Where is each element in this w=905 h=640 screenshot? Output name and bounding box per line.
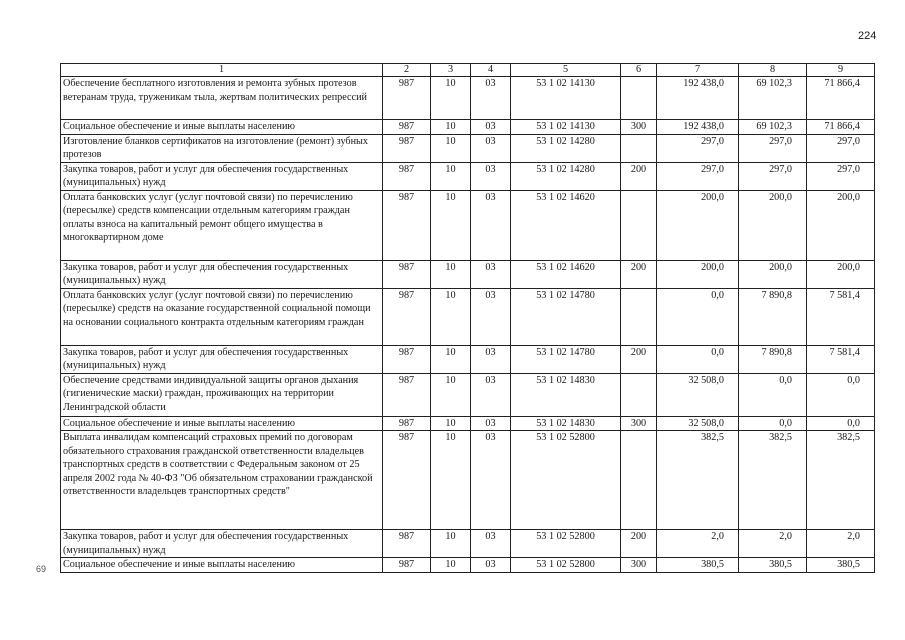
row-value-cell: 382,5	[657, 431, 739, 530]
row-value-cell: 10	[431, 530, 471, 558]
row-value-cell: 200,0	[739, 260, 807, 288]
row-name-cell: Выплата инвалидам компенсаций страховых премий по договорам обязательного страхования гражданской ответственности владельцев транспортных средств в соответствии с Федеральным законом от 25 апреля 2002 года № 40-ФЗ "Об обязательном страховании гражданской ответственности владельцев транспортных средств"	[61, 431, 383, 530]
row-value-cell: 192 438,0	[657, 77, 739, 120]
row-value-cell: 200,0	[807, 260, 875, 288]
row-value-cell: 03	[471, 288, 511, 345]
row-value-cell: 0,0	[807, 373, 875, 416]
row-value-cell: 03	[471, 120, 511, 135]
header-cell: 7	[657, 64, 739, 77]
page-number: 224	[858, 30, 877, 42]
row-value-cell: 297,0	[739, 162, 807, 190]
row-value-cell: 53 1 02 14780	[511, 345, 621, 373]
budget-table	[60, 63, 875, 573]
row-value-cell: 987	[383, 162, 431, 190]
row-value-cell: 987	[383, 120, 431, 135]
table-row	[61, 260, 875, 288]
row-value-cell: 10	[431, 134, 471, 162]
row-value-cell: 10	[431, 345, 471, 373]
margin-stamp-text: 69	[36, 564, 47, 574]
table-row	[61, 134, 875, 162]
table-header-row	[61, 64, 875, 77]
row-value-cell: 380,5	[807, 558, 875, 573]
row-value-cell: 03	[471, 162, 511, 190]
table-row	[61, 190, 875, 260]
row-value-cell: 10	[431, 260, 471, 288]
row-value-cell: 10	[431, 120, 471, 135]
row-value-cell: 0,0	[807, 416, 875, 431]
row-value-cell: 03	[471, 558, 511, 573]
row-name-cell: Социальное обеспечение и иные выплаты населению	[61, 416, 383, 431]
row-value-cell: 03	[471, 431, 511, 530]
header-cell: 2	[383, 64, 431, 77]
row-value-cell: 200	[621, 162, 657, 190]
row-name-cell: Закупка товаров, работ и услуг для обеспечения государственных (муниципальных) нужд	[61, 530, 383, 558]
row-value-cell: 03	[471, 530, 511, 558]
row-value-cell: 987	[383, 77, 431, 120]
row-value-cell: 53 1 02 14620	[511, 190, 621, 260]
row-value-cell: 53 1 02 14830	[511, 416, 621, 431]
row-name-cell: Социальное обеспечение и иные выплаты населению	[61, 558, 383, 573]
row-name-cell: Закупка товаров, работ и услуг для обеспечения государственных (муниципальных) нужд	[61, 345, 383, 373]
row-value-cell	[621, 77, 657, 120]
row-value-cell: 53 1 02 52800	[511, 530, 621, 558]
table-row	[61, 77, 875, 120]
row-value-cell: 03	[471, 134, 511, 162]
row-value-cell: 10	[431, 77, 471, 120]
row-value-cell: 987	[383, 558, 431, 573]
row-value-cell: 987	[383, 134, 431, 162]
row-value-cell: 03	[471, 77, 511, 120]
row-value-cell: 297,0	[739, 134, 807, 162]
header-cell: 8	[739, 64, 807, 77]
row-value-cell: 0,0	[739, 373, 807, 416]
row-value-cell: 297,0	[807, 162, 875, 190]
header-cell: 9	[807, 64, 875, 77]
row-value-cell: 53 1 02 14130	[511, 120, 621, 135]
row-value-cell: 0,0	[739, 416, 807, 431]
row-value-cell: 987	[383, 416, 431, 431]
row-value-cell: 200	[621, 345, 657, 373]
row-value-cell: 53 1 02 52800	[511, 558, 621, 573]
row-value-cell: 03	[471, 416, 511, 431]
row-value-cell: 200	[621, 260, 657, 288]
row-value-cell	[621, 288, 657, 345]
row-value-cell: 0,0	[657, 345, 739, 373]
row-value-cell: 10	[431, 373, 471, 416]
header-cell: 5	[511, 64, 621, 77]
row-value-cell: 7 890,8	[739, 345, 807, 373]
row-value-cell: 10	[431, 416, 471, 431]
row-value-cell: 10	[431, 190, 471, 260]
table-row	[61, 120, 875, 135]
row-value-cell: 192 438,0	[657, 120, 739, 135]
row-value-cell: 200,0	[739, 190, 807, 260]
row-value-cell: 7 890,8	[739, 288, 807, 345]
row-value-cell: 2,0	[807, 530, 875, 558]
row-value-cell: 10	[431, 162, 471, 190]
row-name-cell: Обеспечение средствами индивидуальной защиты органов дыхания (гигиенические маски) граждан, проживающих на территории Ленинградской области	[61, 373, 383, 416]
row-value-cell: 987	[383, 288, 431, 345]
row-value-cell: 03	[471, 190, 511, 260]
row-value-cell: 03	[471, 373, 511, 416]
row-value-cell: 200,0	[807, 190, 875, 260]
table-row	[61, 162, 875, 190]
row-value-cell: 2,0	[657, 530, 739, 558]
row-value-cell: 53 1 02 14830	[511, 373, 621, 416]
row-value-cell: 2,0	[739, 530, 807, 558]
row-value-cell: 297,0	[657, 162, 739, 190]
table-row	[61, 530, 875, 558]
row-value-cell: 987	[383, 431, 431, 530]
row-value-cell: 297,0	[657, 134, 739, 162]
row-value-cell: 300	[621, 558, 657, 573]
row-name-cell: Социальное обеспечение и иные выплаты населению	[61, 120, 383, 135]
row-value-cell: 300	[621, 120, 657, 135]
row-value-cell: 200,0	[657, 260, 739, 288]
row-value-cell: 03	[471, 260, 511, 288]
row-value-cell: 7 581,4	[807, 288, 875, 345]
row-value-cell	[621, 431, 657, 530]
row-value-cell	[621, 190, 657, 260]
row-name-cell: Оплата банковских услуг (услуг почтовой связи) по перечислению (пересылке) средств компенсации отдельным категориям граждан оплаты взноса на капитальный ремонт общего имущества в многоквартирном доме	[61, 190, 383, 260]
row-name-cell: Закупка товаров, работ и услуг для обеспечения государственных (муниципальных) нужд	[61, 260, 383, 288]
row-value-cell: 53 1 02 52800	[511, 431, 621, 530]
header-cell: 3	[431, 64, 471, 77]
row-value-cell: 10	[431, 288, 471, 345]
row-name-cell: Закупка товаров, работ и услуг для обеспечения государственных (муниципальных) нужд	[61, 162, 383, 190]
row-value-cell: 987	[383, 190, 431, 260]
header-cell: 4	[471, 64, 511, 77]
row-value-cell: 7 581,4	[807, 345, 875, 373]
row-value-cell: 53 1 02 14130	[511, 77, 621, 120]
table-row	[61, 345, 875, 373]
row-value-cell	[621, 373, 657, 416]
row-value-cell: 987	[383, 260, 431, 288]
margin-stamp	[36, 565, 52, 595]
row-value-cell: 69 102,3	[739, 77, 807, 120]
row-value-cell: 987	[383, 373, 431, 416]
row-value-cell: 297,0	[807, 134, 875, 162]
row-name-cell: Оплата банковских услуг (услуг почтовой связи) по перечислению (пересылке) средств на оказание государственной социальной помощи на основании социального контракта отдельным категориям граждан	[61, 288, 383, 345]
row-value-cell: 53 1 02 14780	[511, 288, 621, 345]
table-row	[61, 558, 875, 573]
table-row	[61, 416, 875, 431]
row-value-cell: 53 1 02 14280	[511, 162, 621, 190]
row-value-cell: 71 866,4	[807, 120, 875, 135]
row-value-cell: 32 508,0	[657, 373, 739, 416]
row-value-cell: 10	[431, 431, 471, 530]
header-cell: 1	[61, 64, 383, 77]
header-cell: 6	[621, 64, 657, 77]
row-value-cell: 987	[383, 345, 431, 373]
row-value-cell: 987	[383, 530, 431, 558]
row-value-cell: 382,5	[739, 431, 807, 530]
row-value-cell: 200	[621, 530, 657, 558]
row-name-cell: Изготовление бланков сертификатов на изготовление (ремонт) зубных протезов	[61, 134, 383, 162]
table-row	[61, 373, 875, 416]
row-value-cell: 200,0	[657, 190, 739, 260]
row-value-cell: 380,5	[657, 558, 739, 573]
row-value-cell: 0,0	[657, 288, 739, 345]
row-value-cell	[621, 134, 657, 162]
row-value-cell: 53 1 02 14280	[511, 134, 621, 162]
row-name-cell: Обеспечение бесплатного изготовления и ремонта зубных протезов ветеранам труда, труженикам тыла, жертвам политических репрессий	[61, 77, 383, 120]
row-value-cell: 32 508,0	[657, 416, 739, 431]
table-row	[61, 288, 875, 345]
row-value-cell: 71 866,4	[807, 77, 875, 120]
row-value-cell: 380,5	[739, 558, 807, 573]
row-value-cell: 69 102,3	[739, 120, 807, 135]
row-value-cell: 53 1 02 14620	[511, 260, 621, 288]
row-value-cell: 10	[431, 558, 471, 573]
row-value-cell: 03	[471, 345, 511, 373]
row-value-cell: 382,5	[807, 431, 875, 530]
table-row	[61, 431, 875, 530]
row-value-cell: 300	[621, 416, 657, 431]
